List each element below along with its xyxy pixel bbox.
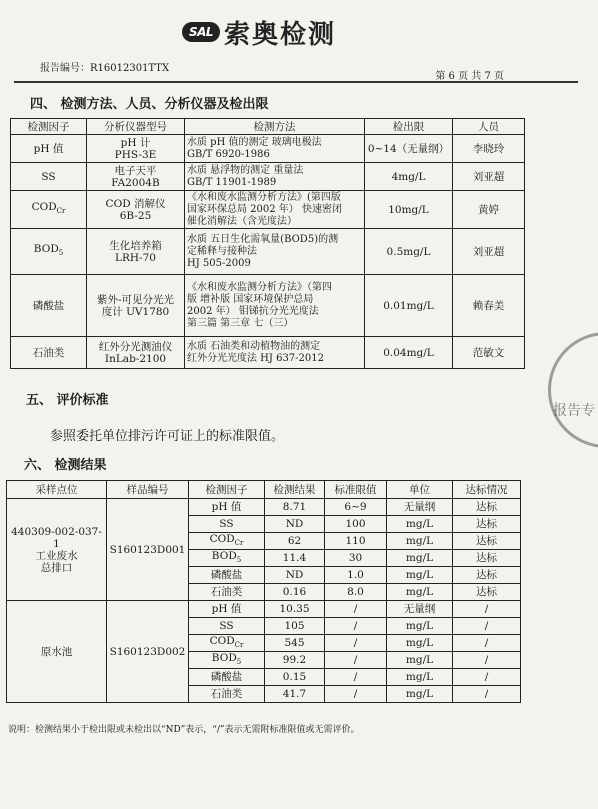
limit-cell: 0.01mg/L <box>365 275 453 337</box>
table-row <box>11 229 525 275</box>
factor-name: pH 值 <box>211 603 242 616</box>
result-cell: 62 <box>265 533 325 550</box>
seal-text: 报告专 <box>553 403 595 419</box>
factor-cell <box>189 635 265 652</box>
section-4-title: 四、 检测方法、人员、分析仪器及检出限 <box>30 97 269 112</box>
limit-cell: 0~14（无量纲） <box>365 135 453 163</box>
limit-cell: 0.5mg/L <box>365 229 453 275</box>
header-standard: 标准限值 <box>325 481 387 499</box>
result-cell: ND <box>265 567 325 584</box>
standard-cell: / <box>325 652 387 669</box>
person-cell: 范敏文 <box>453 337 525 369</box>
result-cell: 545 <box>265 635 325 652</box>
status-cell: / <box>453 686 521 703</box>
unit-cell: mg/L <box>387 567 453 584</box>
standard-cell: 110 <box>325 533 387 550</box>
unit-cell: 无量纲 <box>387 499 453 516</box>
status-cell: 达标 <box>453 550 521 567</box>
factor-cell <box>189 499 265 516</box>
standard-cell: 6~9 <box>325 499 387 516</box>
factor-cell <box>189 550 265 567</box>
factor-cell <box>189 601 265 618</box>
limit-cell: 0.04mg/L <box>365 337 453 369</box>
report-number: 报告编号：R16012301TTX <box>40 63 170 74</box>
factor-name: COD <box>31 201 57 214</box>
site-cell: 原水池 <box>7 601 107 703</box>
header-site: 采样点位 <box>7 481 107 499</box>
standard-cell: 1.0 <box>325 567 387 584</box>
standard-cell: 30 <box>325 550 387 567</box>
site-cell: 440309-002-037-1 工业废水 总排口 <box>7 499 107 601</box>
person-cell: 刘亚超 <box>453 163 525 191</box>
method-cell: 水质 悬浮物的测定 重量法 GB/T 11901-1989 <box>185 163 365 191</box>
unit-cell: mg/L <box>387 516 453 533</box>
standard-cell: / <box>325 635 387 652</box>
header-result: 检测结果 <box>265 481 325 499</box>
table-row <box>11 337 525 369</box>
header-person: 人员 <box>453 119 525 135</box>
unit-cell: mg/L <box>387 635 453 652</box>
factor-subscript: Cr <box>234 641 244 650</box>
method-cell: 《水和废水监测分析方法》（第四 版 增补版 国家环境保护总局 2002 年） 钼锑抗分光光度法 第三篇 第三章 七（三） <box>185 275 365 337</box>
table-row <box>11 135 525 163</box>
standard-cell: / <box>325 669 387 686</box>
factor-subscript: 5 <box>58 249 64 258</box>
header-sample: 样品编号 <box>107 481 189 499</box>
table-row <box>11 275 525 337</box>
unit-cell: mg/L <box>387 533 453 550</box>
methods-header-row <box>11 119 525 135</box>
methods-table <box>10 118 525 369</box>
factor-name: 石油类 <box>210 586 243 599</box>
person-cell: 赖春美 <box>453 275 525 337</box>
factor-name: 石油类 <box>32 346 65 359</box>
results-header-row <box>7 481 521 499</box>
factor-subscript: Cr <box>56 207 66 216</box>
result-cell: 10.35 <box>265 601 325 618</box>
factor-cell <box>189 516 265 533</box>
factor-cell <box>189 533 265 550</box>
status-cell: / <box>453 601 521 618</box>
status-cell: / <box>453 618 521 635</box>
person-cell: 刘亚超 <box>453 229 525 275</box>
result-cell: 0.16 <box>265 584 325 601</box>
method-cell: 水质 五日生化需氧量(BOD5)的测 定稀释与接种法 HJ 505-2009 <box>185 229 365 275</box>
factor-subscript: 5 <box>236 556 242 565</box>
factor-name: SS <box>219 518 234 530</box>
standard-cell: / <box>325 686 387 703</box>
result-cell: 8.71 <box>265 499 325 516</box>
factor-name: 磷酸盐 <box>32 299 65 312</box>
status-cell: 达标 <box>453 567 521 584</box>
company-logo <box>182 14 336 50</box>
factor-name: BOD <box>211 550 237 563</box>
standard-cell: 8.0 <box>325 584 387 601</box>
method-cell: 《水和废水监测分析方法》(第四版 国家环保总局 2002 年） 快速密闭 催化消解法（含光度法） <box>185 191 365 229</box>
result-cell: ND <box>265 516 325 533</box>
standard-cell: 100 <box>325 516 387 533</box>
factor-cell <box>189 652 265 669</box>
instrument-cell: pH 计 PHS-3E <box>87 135 185 163</box>
factor-name: SS <box>41 170 56 183</box>
unit-cell: mg/L <box>387 669 453 686</box>
factor-cell <box>11 275 87 337</box>
factor-name: SS <box>219 620 234 633</box>
header-factor: 检测因子 <box>189 481 265 499</box>
status-cell: / <box>453 635 521 652</box>
instrument-cell: COD 消解仪 6B-25 <box>87 191 185 229</box>
factor-name: 磷酸盐 <box>210 671 243 684</box>
factor-name: pH 值 <box>211 501 242 513</box>
factor-name: BOD <box>33 243 59 256</box>
unit-cell: mg/L <box>387 550 453 567</box>
company-name: 索奥检测 <box>224 19 337 50</box>
result-cell: 41.7 <box>265 686 325 703</box>
standard-cell: / <box>325 618 387 635</box>
result-cell: 105 <box>265 618 325 635</box>
limit-cell: 10mg/L <box>365 191 453 229</box>
factor-cell <box>11 163 87 191</box>
method-cell: 水质 pH 值的测定 玻璃电极法 GB/T 6920-1986 <box>185 135 365 163</box>
table-row <box>11 191 525 229</box>
factor-name: COD <box>209 533 235 545</box>
result-cell: 99.2 <box>265 652 325 669</box>
instrument-cell: 生化培养箱 LRH-70 <box>87 229 185 275</box>
factor-name: pH 值 <box>33 142 64 155</box>
unit-cell: 无量纲 <box>387 601 453 618</box>
page-number: 第 6 页 共 7 页 <box>435 71 504 82</box>
factor-cell <box>189 584 265 601</box>
result-cell: 11.4 <box>265 550 325 567</box>
unit-cell: mg/L <box>387 652 453 669</box>
standard-cell: / <box>325 601 387 618</box>
status-cell: 达标 <box>453 584 521 601</box>
factor-name: BOD <box>211 652 237 665</box>
header-method: 检测方法 <box>185 119 365 135</box>
official-seal-icon <box>548 332 598 448</box>
header-limit: 检出限 <box>365 119 453 135</box>
section-5-title: 五、 评价标准 <box>26 393 109 408</box>
results-note: 说明：检测结果小于检出限或未检出以“ND”表示，“/”表示无需附标准限值或无需评价。 <box>8 725 360 735</box>
person-cell: 李晓玲 <box>453 135 525 163</box>
header-unit: 单位 <box>387 481 453 499</box>
sample-cell: S160123D001 <box>107 499 189 601</box>
factor-name: 石油类 <box>210 688 243 701</box>
factor-cell <box>11 337 87 369</box>
factor-cell <box>189 686 265 703</box>
sal-logo-icon: SAL <box>182 22 220 42</box>
factor-cell <box>189 567 265 584</box>
factor-cell <box>189 669 265 686</box>
instrument-cell: 红外分光测油仪 InLab-2100 <box>87 337 185 369</box>
instrument-cell: 紫外-可见分光光 度计 UV1780 <box>87 275 185 337</box>
table-row <box>7 601 521 618</box>
factor-cell <box>189 618 265 635</box>
factor-name: 磷酸盐 <box>210 569 243 582</box>
unit-cell: mg/L <box>387 686 453 703</box>
status-cell: 达标 <box>453 499 521 516</box>
person-cell: 黄婷 <box>453 191 525 229</box>
factor-cell <box>11 135 87 163</box>
evaluation-standard-text: 参照委托单位排污许可证上的标准限值。 <box>50 429 285 444</box>
status-cell: 达标 <box>453 533 521 550</box>
unit-cell: mg/L <box>387 584 453 601</box>
limit-cell: 4mg/L <box>365 163 453 191</box>
sample-cell: S160123D002 <box>107 601 189 703</box>
status-cell: / <box>453 669 521 686</box>
table-row <box>7 499 521 516</box>
header-status: 达标情况 <box>453 481 521 499</box>
header-divider <box>14 81 578 83</box>
section-6-title: 六、 检测结果 <box>24 458 107 473</box>
status-cell: 达标 <box>453 516 521 533</box>
unit-cell: mg/L <box>387 618 453 635</box>
factor-name: COD <box>209 635 235 648</box>
results-table <box>6 480 521 703</box>
factor-subscript: Cr <box>234 539 244 548</box>
table-row <box>11 163 525 191</box>
factor-subscript: 5 <box>236 658 242 667</box>
factor-cell <box>11 229 87 275</box>
header-factor: 检测因子 <box>11 119 87 135</box>
status-cell: / <box>453 652 521 669</box>
instrument-cell: 电子天平 FA2004B <box>87 163 185 191</box>
header-instrument: 分析仪器型号 <box>87 119 185 135</box>
result-cell: 0.15 <box>265 669 325 686</box>
method-cell: 水质 石油类和动植物油的测定 红外分光光度法 HJ 637-2012 <box>185 337 365 369</box>
factor-cell <box>11 191 87 229</box>
